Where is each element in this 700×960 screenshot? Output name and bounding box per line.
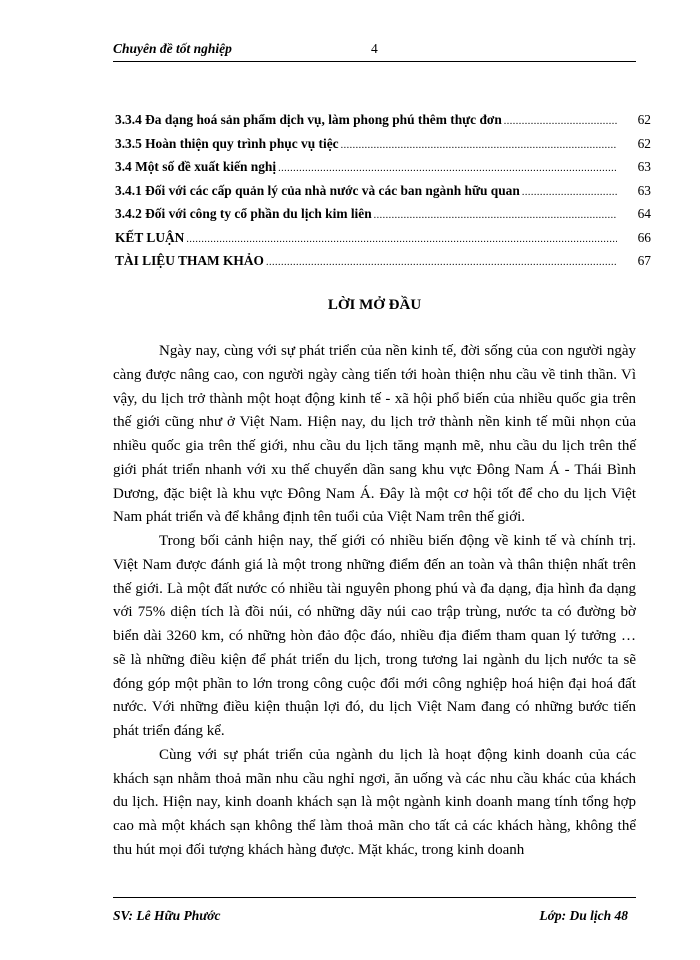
toc-entry[interactable] [115,112,651,136]
toc-entry-label: TÀI LIỆU THAM KHẢO [115,253,264,268]
table-of-contents [115,112,651,277]
toc-leader-dots [278,163,617,174]
toc-entry[interactable] [115,159,651,183]
toc-entry[interactable] [115,253,651,277]
page-header [113,41,636,62]
toc-entry-page: 62 [637,112,651,127]
document-title: Chuyên đề tốt nghiệp [113,41,232,56]
toc-entry-page: 63 [637,182,651,198]
page-number: 4 [371,41,378,56]
toc-entry[interactable] [115,183,651,207]
toc-entry-label: 3.4.1 Đối với các cấp quản lý của nhà nước và các ban ngành hữu quan [115,182,520,198]
body-text [113,340,636,863]
toc-leader-dots [504,116,617,127]
toc-entry-page: 62 [637,135,651,151]
toc-entry-label: KẾT LUẬN [115,229,185,245]
toc-entry-label: 3.3.5 Hoàn thiện quy trình phục vụ tiệc [115,135,339,151]
paragraph: Trong bối cảnh hiện nay, thế giới có nhiều biến động về kinh tế và chính trị. Việt Nam được đánh giá là một trong những điểm đến an toàn và thân thiện nhất trên thế giới. Là một đất nước có nhiều tài nguyên phong phú và đa dạng, địa hình đa dạng với 75% diện tích là đồi núi, có những dãy núi cao trập trùng, nước ta có đường bờ biển dài 3260 km, có những hòn đảo độc đáo, nhiều địa điểm tham quan lý tưởng … sẽ là những điều kiện để phát triển du lịch, trong tương lai ngành du lịch nước ta sẽ đóng góp một phần to lớn trong công cuộc đổi mới công nghiệp hoá hiện đại hoá đất nước. Với những điều kiện thuận lợi đó, du lịch Việt Nam đang có những bước tiến phát triển đáng kể. [113,533,636,739]
footer-class: Lớp: Du lịch 48 [539,908,628,923]
toc-leader-dots [374,210,617,221]
footer-student: SV: Lê Hữu Phước [113,908,221,923]
toc-entry-label: 3.3.4 Đa dạng hoá sản phẩm dịch vụ, làm phong phú thêm thực đơn [115,112,502,127]
toc-entry[interactable] [115,206,651,230]
toc-leader-dots [266,257,617,268]
toc-entry-page: 64 [637,206,651,221]
toc-leader-dots [341,140,617,151]
toc-entry-label: 3.4 Một số đề xuất kiến nghị [115,159,277,174]
paragraph: Ngày nay, cùng với sự phát triển của nền kinh tế, đời sống của con người ngày càng được nâng cao, con người ngày càng tiến tới hoàn thiện nhu cầu về tinh thần. Vì vậy, du lịch trở thành một hoạt động kinh tế - xã hội phổ biến của nhiều quốc gia trên thế giới cũng như ở Việt Nam. Hiện nay, du lịch trở thành nền kinh tế mũi nhọn của nhiều quốc gia trên thế giới, nhu cầu du lịch tăng mạnh mẽ, nhu cầu du lịch trên thế giới phát triển nhanh với xu thế chuyển dần sang khu vực Đông Nam Á - Thái Bình Dương, đặc biệt là khu vực Đông Nam Á. Đây là một cơ hội tốt để cho du lịch Việt Nam phát triển và để khẳng định tên tuổi của Việt Nam trên thế giới. [113,343,636,526]
toc-leader-dots [186,234,617,245]
toc-leader-dots [522,187,617,198]
toc-entry-page: 66 [637,229,651,245]
toc-entry[interactable] [115,136,651,160]
toc-entry-label: 3.4.2 Đối với công ty cổ phần du lịch kim liên [115,206,372,221]
toc-entry-page: 63 [637,159,651,174]
toc-entry-page: 67 [637,253,651,268]
paragraph: Cùng với sự phát triển của ngành du lịch là hoạt động kinh doanh của các khách sạn nhằm thoả mãn nhu cầu nghỉ ngơi, ăn uống và các nhu cầu khác của khách du lịch. Hiện nay, kinh doanh khách sạn là một ngành kinh doanh mang tính tổng hợp cao mà một khách sạn không thể làm thoả mãn cho tất cả các khách hàng, không thể thu hút mọi đối tượng khách hàng được. Mặt khác, trong kinh doanh [113,746,636,858]
toc-entry[interactable] [115,230,651,254]
section-heading: LỜI MỞ ĐẦU [327,297,422,313]
page-footer [113,897,636,923]
